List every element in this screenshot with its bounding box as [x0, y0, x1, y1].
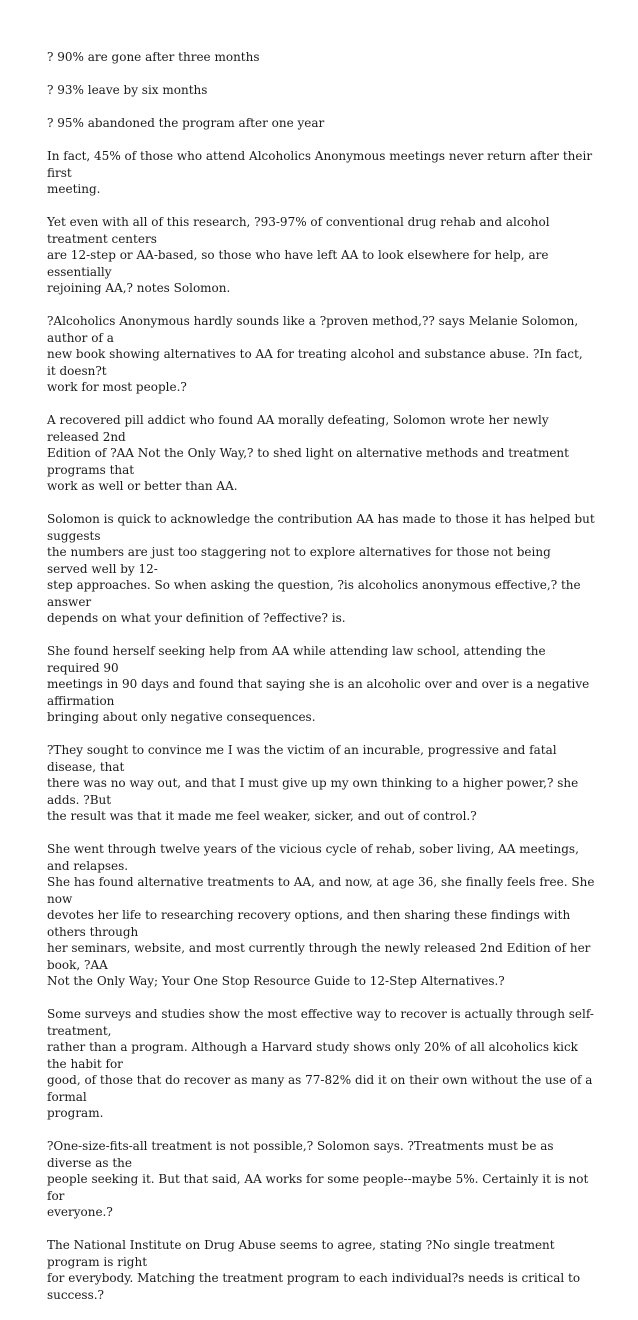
- bullet-93-percent: ? 93% leave by six months: [47, 83, 208, 97]
- paragraph-nida: The National Institute on Drug Abuse seems to agree, stating ?No single treatment program is right for everybody. Matching the treatment program to each individual?s needs is critical to success.?: [47, 1238, 581, 1302]
- paragraph-surveys: Some surveys and studies show the most effective way to recover is actually through self-treatment, rather than a program. Although a Harvard study shows only 20% of all alcoholics kick the habit for good, of those that do recover as many as 77-82% did it on their own without the use of a formal program.: [47, 1007, 594, 1120]
- paragraph-acknowledge: Solomon is quick to acknowledge the contribution AA has made to those it has helped but suggests the numbers are just too staggering not to explore alternatives for those not being served well by 12- step approaches. So when asking the question, ?is alcoholics anonymous effective,? the answer depends on what your definition of ?effective? is.: [47, 512, 595, 625]
- paragraph-45-percent: In fact, 45% of those who attend Alcoholics Anonymous meetings never return after their first meeting.: [47, 149, 593, 196]
- bullet-95-percent: ? 95% abandoned the program after one year: [47, 116, 325, 130]
- paragraph-research: Yet even with all of this research, ?93-97% of conventional drug rehab and alcohol treatment centers are 12-step or AA-based, so those who have left AA to look elsewhere for help, are essentially rejoining AA,? notes Solomon.: [47, 215, 550, 295]
- paragraph-proven-method: ?Alcoholics Anonymous hardly sounds like a ?proven method,?? says Melanie Solomon, author of a new book showing alternatives to AA for treating alcohol and substance abuse. ?In fact, it doesn?t work for most people.?: [47, 314, 583, 394]
- paragraph-twelve-years: She went through twelve years of the vicious cycle of rehab, sober living, AA meetings, and relapses. She has found alternative treatments to AA, and now, at age 36, she finally feels free. She now devotes her life to researching recovery options, and then sharing these findings with others through her seminars, website, and most currently through the newly released 2nd Edition of her book, ?AA Not the Only Way; Your One Stop Resource Guide to 12-Step Alternatives.?: [47, 842, 595, 988]
- bullet-90-percent: ? 90% are gone after three months: [47, 50, 260, 64]
- paragraph-law-school: She found herself seeking help from AA while attending law school, attending the required 90 meetings in 90 days and found that saying she is an alcoholic over and over is a negative affirmation bringing about only negative consequences.: [47, 644, 590, 724]
- paragraph-pill-addict: A recovered pill addict who found AA morally defeating, Solomon wrote her newly released 2nd Edition of ?AA Not the Only Way,? to shed light on alternative methods and treatment programs that work as well or better than AA.: [47, 413, 569, 493]
- paragraph-one-size-quote: ?One-size-fits-all treatment is not possible,? Solomon says. ?Treatments must be as diverse as the people seeking it. But that said, AA works for some people--maybe 5%. Certainly it is not for everyone.?: [47, 1139, 589, 1219]
- document-page: [47, 49, 595, 1320]
- paragraph-convince-quote: ?They sought to convince me I was the victim of an incurable, progressive and fatal disease, that there was no way out, and that I must give up my own thinking to a higher power,? she adds. ?But the result was that it made me feel weaker, sicker, and out of control.?: [47, 743, 579, 823]
